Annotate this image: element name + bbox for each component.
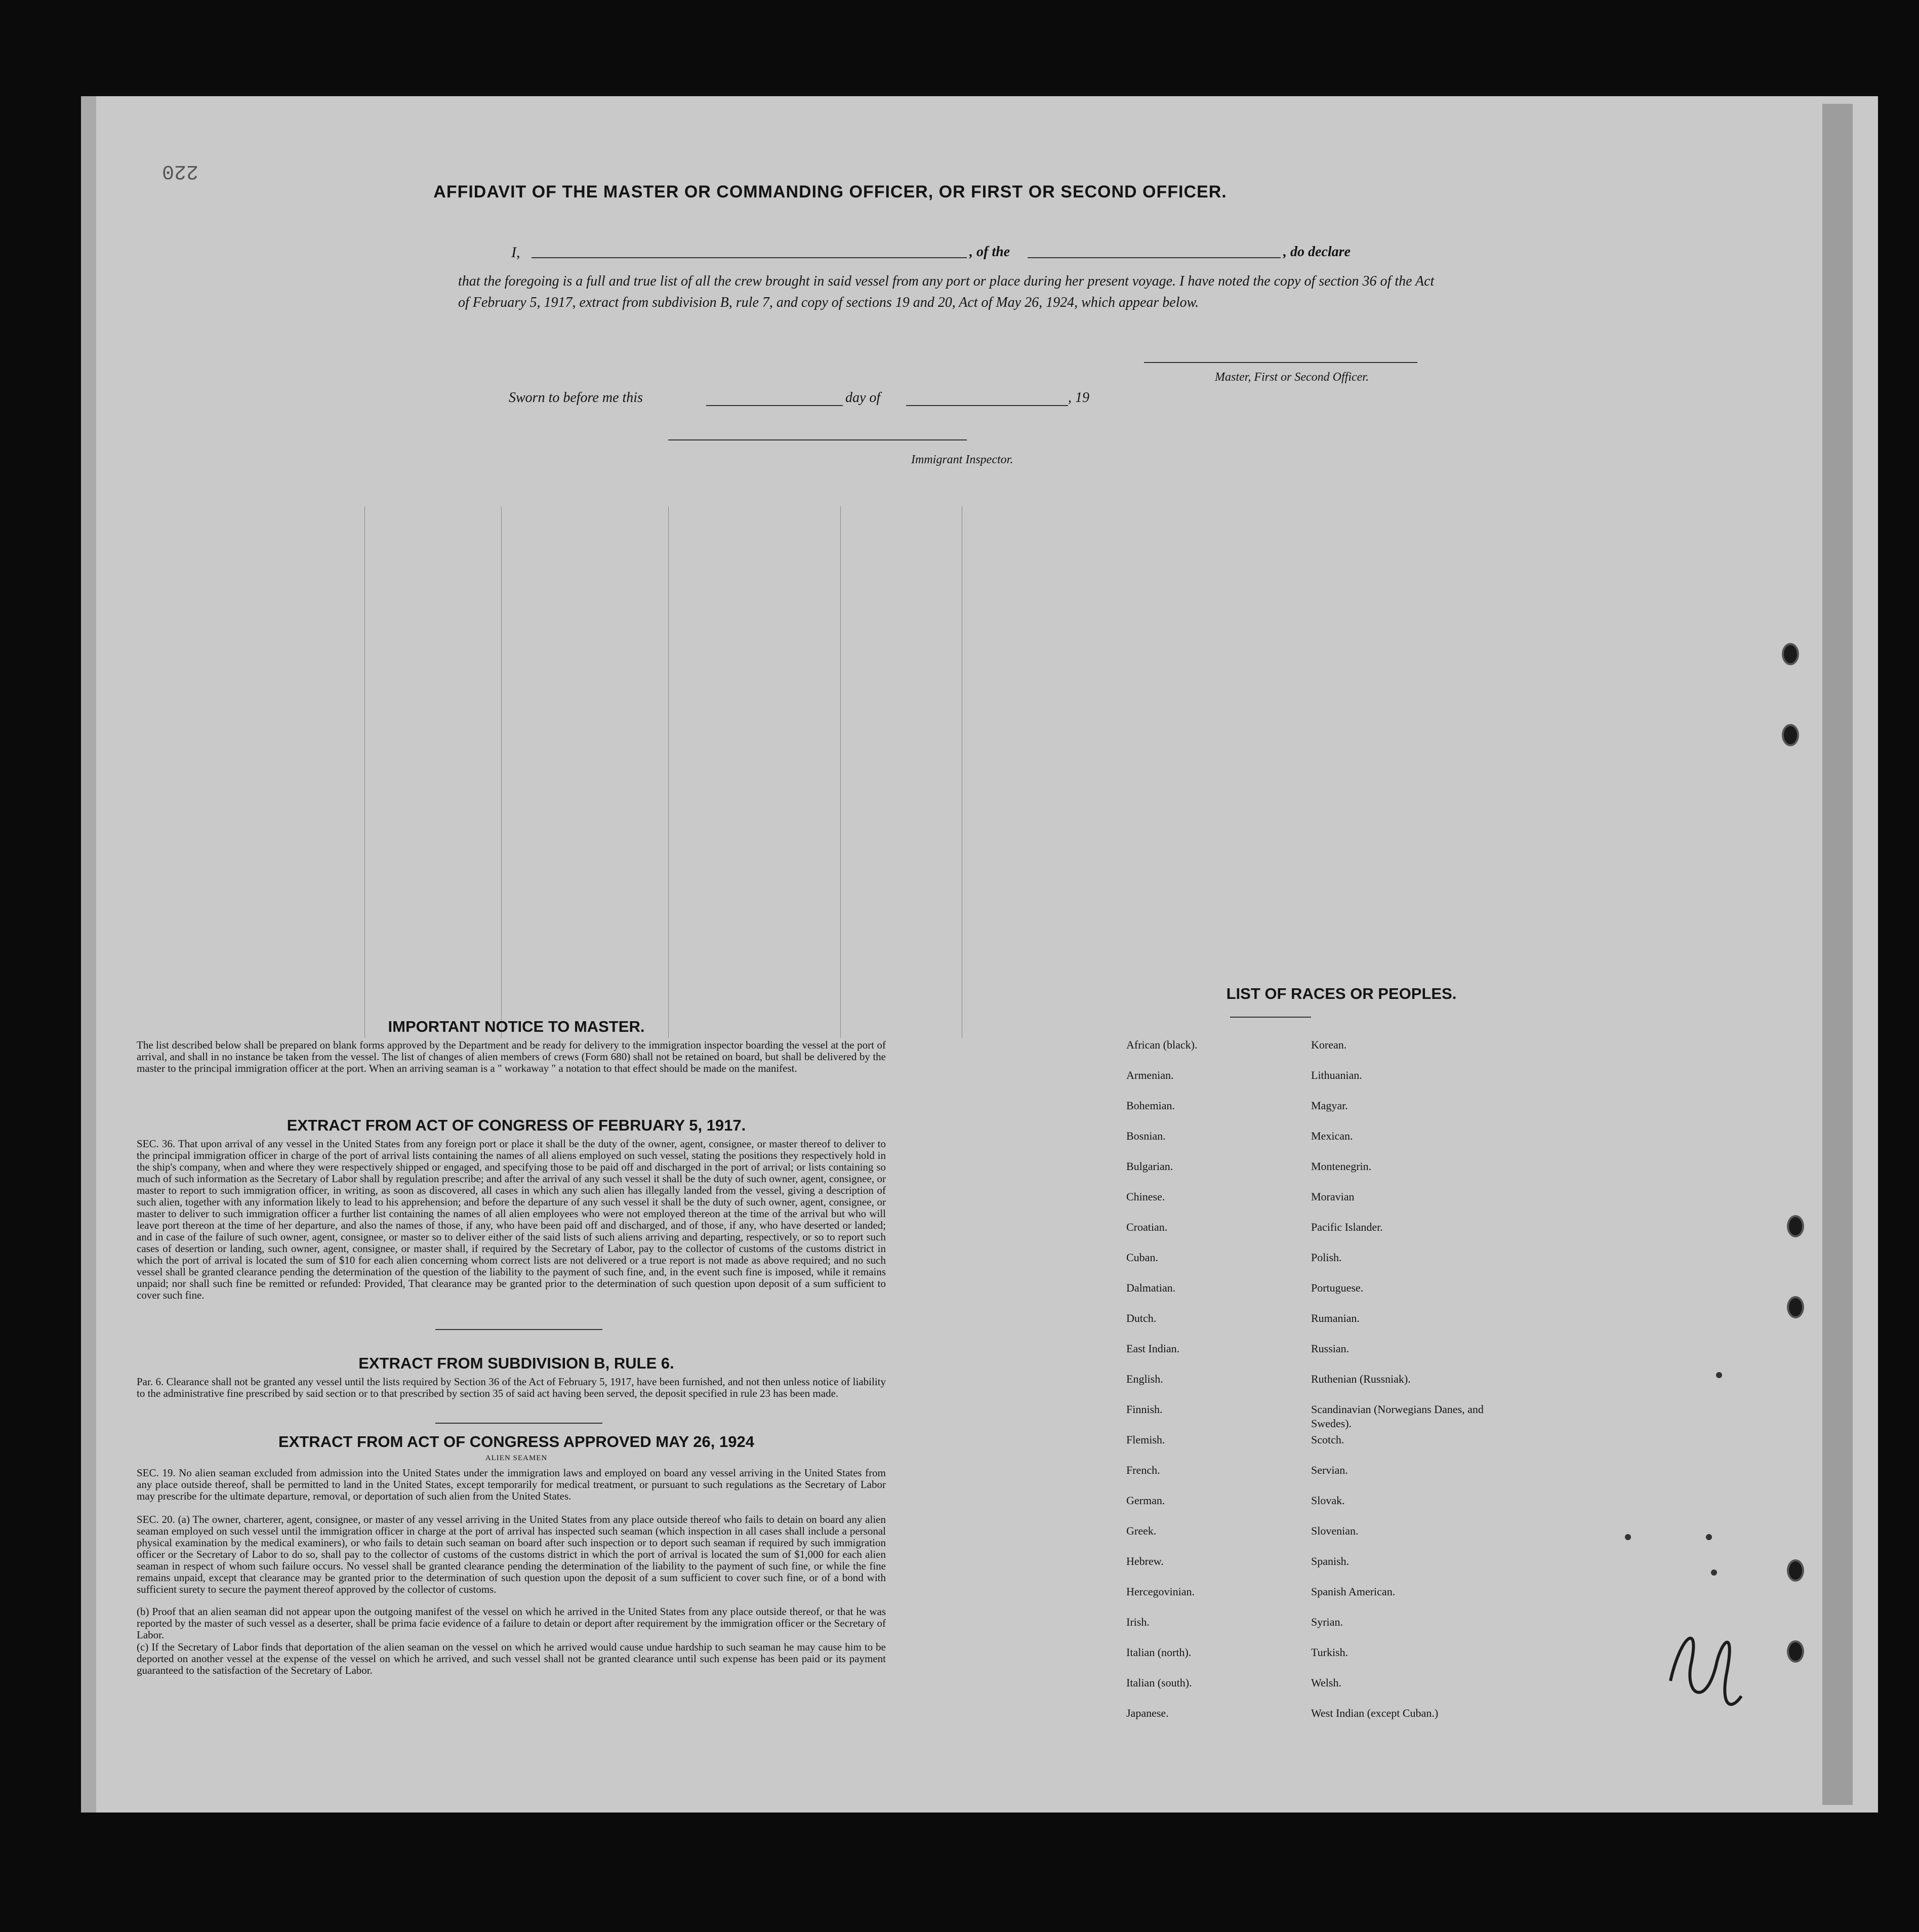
race-item: Flemish. bbox=[1126, 1433, 1165, 1446]
name-blank bbox=[532, 257, 967, 258]
race-item: Cuban. bbox=[1126, 1251, 1158, 1264]
do-declare-label: , do declare bbox=[1283, 244, 1351, 260]
day-blank bbox=[706, 405, 843, 406]
race-item: Korean. bbox=[1311, 1038, 1347, 1051]
race-item: Bohemian. bbox=[1126, 1099, 1175, 1112]
race-item: Servian. bbox=[1311, 1464, 1348, 1476]
race-item: Greek. bbox=[1126, 1524, 1157, 1537]
sec20a-text: SEC. 20. (a) The owner, charterer, agent, consignee, or master of any vessel arriving in the United States from any place outside thereof who fails to detain on board any alien seaman employed on such vessel until the immigration officer in charge at the port of arrival has inspected such seaman (which inspection in all cases shall include a personal physical examination by the medical examiners), or who fails to detain such seaman on board after such inspection or to deport such seaman if required by such immigration officer or the Secretary of Labor to do so, shall pay to the collector of customs of the customs district in which the port of arrival is located the sum of $1,000 for each alien seaman in respect of whom such failure occurs. No vessel shall be granted clearance pending the determination of the liability to the payment of such fine, or while the fine remains unpaid, except that clearance may be granted prior to the determination of such question upon the deposit of a sum sufficient to cover such fine, or of a bond with sufficient surety to secure the payment thereof approved by the collector of customs. bbox=[137, 1513, 886, 1595]
race-item: Armenian. bbox=[1126, 1069, 1174, 1081]
race-item: Rumanian. bbox=[1311, 1312, 1360, 1324]
extract-rule6-title: EXTRACT FROM SUBDIVISION B, RULE 6. bbox=[358, 1354, 674, 1372]
race-item: Magyar. bbox=[1311, 1099, 1348, 1112]
extract-1917-text: SEC. 36. That upon arrival of any vessel in the United States from any foreign port or place it shall be the duty of the owner, agent, consignee, or master thereof to deliver to the principal immigration officer in charge of the port of arrival lists containing the names of all aliens employed on such vessel, stating the positions they respectively hold in the ship's company, when and where they were respectively shipped or engaged, and specifying those to be paid off and discharged in the port of arrival; or lists containing so much of such information as the Secretary of Labor shall by regulation prescribe; and after the arrival of any such vessel it shall be the duty of such owner, agent, consignee, or master to report to such immigration officer, in writing, as soon as discovered, all cases in which any such alien has illegally landed from the vessel, giving a description of such alien, together with any information likely to lead to his apprehension; and before the departure of any such vessel it shall be the duty of such owner, agent, consignee, or master to deliver to such immigration officer a further list containing the names of all alien employees who were not employed thereon at the time of the arrival but who will leave port thereon at the time of her departure, and also the names of those, if any, who have been paid off and discharged, and of those, if any, who have deserted or landed; and in case of the failure of such owner, agent, consignee, or master so to deliver either of the said lists of such aliens arriving and departing, respectively, or so to report such cases of desertion or landing, such owner, agent, consignee, or master shall, if required by the Secretary of Labor, pay to the collector of customs of the customs district in which the port of arrival is located the sum of $10 for each alien concerning whom correct lists are not delivered or a true report is not made as above required; and no such vessel shall be granted clearance pending the determination of the question of the liability to the payment of such fine, and, in the event such fine is imposed, while it remains unpaid; nor shall such fine be remitted or refunded: Provided, That clearance may be granted prior to the determination of such question upon deposit of a sum sufficient to cover such fine. bbox=[137, 1138, 886, 1301]
race-item: Spanish. bbox=[1311, 1555, 1350, 1567]
race-item: French. bbox=[1126, 1464, 1160, 1476]
notice-title: IMPORTANT NOTICE TO MASTER. bbox=[388, 1018, 645, 1035]
race-item: Polish. bbox=[1311, 1251, 1342, 1264]
race-item: Chinese. bbox=[1126, 1190, 1165, 1203]
extract-rule6-text: Par. 6. Clearance shall not be granted any vessel until the lists required by Section 36 of the Act of February 5, 1917, have been furnished, and not then unless notice of liability to the administrative fine prescribed by said section or to that prescribed by section 35 of said act having been served, the deposit specified in rule 23 has been made. bbox=[137, 1376, 886, 1399]
inspector-caption: Immigrant Inspector. bbox=[911, 453, 1013, 466]
race-item: Japanese. bbox=[1126, 1707, 1169, 1719]
divider bbox=[435, 1423, 602, 1424]
race-item: Irish. bbox=[1126, 1616, 1150, 1628]
race-item: Lithuanian. bbox=[1311, 1069, 1362, 1081]
ink-dot bbox=[1716, 1372, 1722, 1378]
race-item: Spanish American. bbox=[1311, 1585, 1396, 1598]
sec20b-text: (b) Proof that an alien seaman did not appear upon the outgoing manifest of the vessel on which he arrived in the United States from any place outside thereof, or that he was reported by the master of such vessel as a deserter, shall be prima facie evidence of a failure to detain or deport after requirement by the immigration officer or the Secretary of Labor. bbox=[137, 1605, 886, 1641]
affidavit-body: that the foregoing is a full and true list of all the crew brought in said vessel from any port or place during her present voyage. I have noted the copy of section 36 of the Act of February 5, 1917, extract from subdivision B, rule 7, and copy of sections 19 and 20, Act of May 26, 1924, which appear below. bbox=[458, 273, 1435, 310]
month-blank bbox=[906, 405, 1068, 406]
handwritten-initials bbox=[1660, 1605, 1746, 1721]
race-item: Croatian. bbox=[1126, 1221, 1168, 1233]
races-left-column bbox=[1126, 1038, 1309, 1737]
race-item: Mexican. bbox=[1311, 1130, 1353, 1142]
race-item: East Indian. bbox=[1126, 1342, 1180, 1355]
race-item: Slovenian. bbox=[1311, 1524, 1359, 1537]
race-item: Ruthenian (Russniak). bbox=[1311, 1373, 1411, 1385]
sworn-label: Sworn to before me this bbox=[509, 390, 643, 406]
sheet-edge bbox=[1822, 104, 1853, 1805]
sec19-text: SEC. 19. No alien seaman excluded from admission into the United States under the immigration laws and employed on board any vessel arriving in the United States from any place outside thereof, shall be permitted to land in the United States, except temporarily for medical treatment, or pursuant to such regulations as the Secretary of Labor may prescribe for the ultimate departure, removal, or deportation of such alien from the United States. bbox=[137, 1467, 886, 1502]
column-rule bbox=[364, 506, 365, 1038]
race-item: Hercegovinian. bbox=[1126, 1585, 1195, 1598]
column-rule bbox=[840, 506, 841, 1038]
vessel-blank bbox=[1028, 257, 1281, 258]
race-item: English. bbox=[1126, 1373, 1163, 1385]
race-item: Hebrew. bbox=[1126, 1555, 1164, 1567]
race-item: Bulgarian. bbox=[1126, 1160, 1173, 1173]
divider bbox=[1230, 1017, 1311, 1018]
race-item: Dutch. bbox=[1126, 1312, 1157, 1324]
signer-caption: Master, First or Second Officer. bbox=[1215, 371, 1369, 384]
ink-dot bbox=[1711, 1569, 1717, 1576]
race-item: Scandinavian (Norwegians Danes, and Swedes). bbox=[1311, 1403, 1484, 1430]
race-item: German. bbox=[1126, 1494, 1165, 1507]
race-item: African (black). bbox=[1126, 1038, 1198, 1051]
punch-hole bbox=[1787, 1559, 1804, 1582]
extract-1917-title: EXTRACT FROM ACT OF CONGRESS OF FEBRUARY 5, 1917. bbox=[287, 1116, 746, 1134]
notice-text: The list described below shall be prepared on blank forms approved by the Department and be ready for delivery to the immigration inspector boarding the vessel at the port of arrival, and shall in no instance be taken from the vessel. The list of changes of alien members of crews (Form 680) shall not be retained on board, but shall be delivered by the master to the principal immigration officer at the port. When an arriving seaman is a " workaway " a notation to that effect should be made on the manifest. bbox=[137, 1039, 886, 1074]
affidavit-title: AFFIDAVIT OF THE MASTER OR COMMANDING OFFICER, OR FIRST OR SECOND OFFICER. bbox=[433, 182, 1227, 202]
punch-hole bbox=[1782, 643, 1799, 665]
punch-hole bbox=[1787, 1296, 1804, 1318]
race-item: Welsh. bbox=[1311, 1676, 1341, 1689]
column-rule bbox=[501, 506, 502, 1038]
race-item: Slovak. bbox=[1311, 1494, 1345, 1507]
year-label: , 19 bbox=[1068, 390, 1089, 406]
race-item: Bosnian. bbox=[1126, 1130, 1166, 1142]
ink-dot bbox=[1625, 1534, 1631, 1540]
page-number: 220 bbox=[162, 159, 199, 182]
ink-dot bbox=[1706, 1534, 1712, 1540]
race-item: Moravian bbox=[1311, 1190, 1355, 1203]
race-item: West Indian (except Cuban.) bbox=[1311, 1707, 1439, 1719]
affidavit-i-label: I, bbox=[511, 244, 520, 261]
races-title: LIST OF RACES OR PEOPLES. bbox=[1226, 985, 1457, 1002]
day-of-label: day of bbox=[845, 390, 881, 406]
race-item: Finnish. bbox=[1126, 1403, 1163, 1416]
punch-hole bbox=[1787, 1215, 1804, 1237]
punch-hole bbox=[1787, 1640, 1804, 1663]
of-the-label: , of the bbox=[969, 244, 1010, 260]
race-item: Pacific Islander. bbox=[1311, 1221, 1383, 1233]
race-item: Italian (south). bbox=[1126, 1676, 1192, 1689]
race-item: Portuguese. bbox=[1311, 1281, 1364, 1294]
punch-hole bbox=[1782, 724, 1799, 746]
race-item: Montenegrin. bbox=[1311, 1160, 1372, 1173]
signature-line bbox=[1144, 362, 1417, 363]
race-item: Scotch. bbox=[1311, 1433, 1344, 1446]
extract-1924-subtitle: ALIEN SEAMEN bbox=[485, 1454, 548, 1462]
extract-1924-title: EXTRACT FROM ACT OF CONGRESS APPROVED MAY 26, 1924 bbox=[278, 1433, 754, 1451]
inspector-signature-line bbox=[668, 439, 967, 440]
divider bbox=[435, 1329, 602, 1330]
race-item: Italian (north). bbox=[1126, 1646, 1192, 1659]
column-rule bbox=[668, 506, 669, 1038]
race-item: Russian. bbox=[1311, 1342, 1350, 1355]
sec20c-text: (c) If the Secretary of Labor finds that deportation of the alien seaman on the vessel on which he arrived would cause undue hardship to such seaman he may cause him to be deported on another vessel at the expense of the vessel on which he arrived, and such vessel shall not be granted clearance until such expense has been paid or its payment guaranteed to the satisfaction of the Secretary of Labor. bbox=[137, 1641, 886, 1676]
race-item: Syrian. bbox=[1311, 1616, 1343, 1628]
races-right-column bbox=[1311, 1038, 1503, 1737]
race-item: Turkish. bbox=[1311, 1646, 1349, 1659]
race-item: Dalmatian. bbox=[1126, 1281, 1176, 1294]
